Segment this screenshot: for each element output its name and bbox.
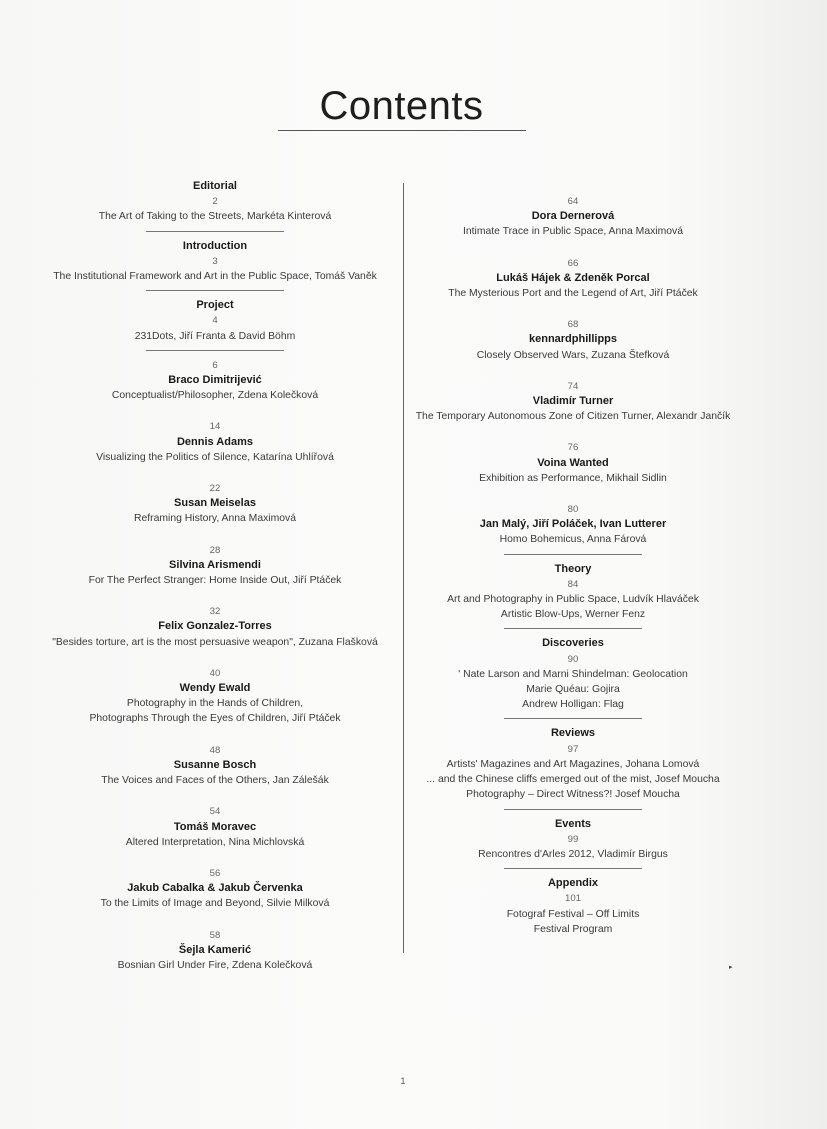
artist-name: Dennis Adams [176,435,253,448]
artist-name: Susanne Bosch [173,758,257,771]
page-number: 56 [209,867,221,879]
article-line: The Mysterious Port and the Legend of Art, Jiří Ptáček [448,288,698,300]
article-line: To the Limits of Image and Beyond, Silvie Milková [100,898,330,910]
page-number: 101 [564,893,581,905]
article-line: The Voices and Faces of the Others, Jan Zálešák [101,775,329,787]
toc-entry [408,876,738,937]
toc-entry [408,379,738,425]
entry-gap [28,527,402,543]
article-line: Marie Quéau: Gojira [526,684,620,696]
article-line: Photography in the Hands of Children, [126,698,304,710]
section-rule [504,554,642,555]
page-number: 80 [567,504,579,516]
page-number: 58 [209,929,221,941]
entry-gap [28,850,402,866]
toc-entry [408,256,738,302]
article-line: For The Perfect Stranger: Home Inside Out, Jiří Ptáček [88,575,342,587]
article-line: Closely Observed Wars, Zuzana Štefková [476,349,670,361]
section-heading: Events [554,817,592,830]
article-line: Intimate Trace in Public Space, Anna Maximová [462,226,684,238]
article-line: Visualizing the Politics of Silence, Katarína Uhlířová [96,451,334,463]
section-rule [504,628,642,629]
article-line: Fotograf Festival – Off Limits [506,908,640,920]
page-title: Contents [319,84,484,128]
entry-gap [28,465,402,481]
page-number: 74 [567,380,579,392]
entry-gap [408,301,738,317]
article-line: ' Nate Larson and Marni Shindelman: Geolocation [458,668,688,680]
article-line: Photographs Through the Eyes of Children, Jiří Ptáček [89,713,341,725]
column-divider [403,183,404,953]
page-number: 3 [212,255,218,267]
article-line: Conceptualist/Philosopher, Zdena Kolečková [111,390,319,402]
artist-name: Braco Dimitrijević [168,374,262,387]
page-number: 90 [567,653,579,665]
article-line: ... and the Chinese cliffs emerged out of the mist, Josef Moucha [426,774,720,786]
toc-entry [28,419,402,465]
artist-name: Jakub Cabalka & Jakub Červenka [127,882,303,895]
page-number: 99 [567,833,579,845]
article-line: The Institutional Framework and Art in the Public Space, Tomáš Vaněk [53,271,377,283]
article-line: Art and Photography in Public Space, Ludvík Hlaváček [447,594,699,606]
article-line: The Temporary Autonomous Zone of Citizen Turner, Alexandr Jančík [415,411,731,423]
article-line: Artistic Blow-Ups, Werner Fenz [500,609,646,621]
section-heading: Appendix [547,877,599,890]
section-rule [504,718,642,719]
article-line: Reframing History, Anna Maximová [133,513,297,525]
toc-entry [28,866,402,912]
section-heading: Theory [554,562,592,575]
footer-page-number: 1 [400,1076,406,1086]
page-number: 28 [209,544,221,556]
toc-entry [28,804,402,850]
article-line: Altered Interpretation, Nina Michlovská [125,836,305,848]
toc-entry [28,743,402,789]
left-column [28,179,402,973]
page-number: 6 [212,359,218,371]
toc-entry [408,817,738,863]
article-line: Exhibition as Performance, Mikhail Sidlin [479,472,667,484]
page-number: 22 [209,483,221,495]
section-rule [146,290,284,291]
entry-gap [28,912,402,928]
artist-name: Tomáš Moravec [173,820,257,833]
artist-name: Wendy Ewald [179,682,251,695]
toc-entry [28,604,402,650]
page-number: 48 [209,744,221,756]
toc-entry [28,298,402,344]
article-line: Festival Program [533,923,613,935]
page-number: 84 [567,578,579,590]
page-number: 97 [567,743,579,755]
article-line: Homo Bohemicus, Anna Fárová [499,534,647,546]
toc-entry [408,562,738,623]
page-number: 2 [212,196,218,208]
section-rule [146,350,284,351]
section-heading: Introduction [182,239,248,252]
toc-entry [28,666,402,727]
article-line: Bosnian Girl Under Fire, Zdena Kolečková [117,959,313,971]
page-number: 54 [209,806,221,818]
page-number: 68 [567,319,579,331]
entry-gap [28,403,402,419]
entry-gap [28,650,402,666]
article-line: Andrew Holligan: Flag [522,699,624,711]
article-line: The Art of Taking to the Streets, Markéta Kinterová [98,211,332,223]
right-column [408,194,738,937]
artist-name: Šejla Kamerić [178,943,252,956]
toc-entry [28,481,402,527]
entry-gap [408,363,738,379]
toc-entry [28,239,402,285]
stray-mark: ▸ [729,964,733,971]
section-heading: Reviews [550,727,596,740]
article-line: 231Dots, Jiří Franta & David Böhm [134,330,296,342]
entry-gap [28,588,402,604]
page-number: 40 [209,667,221,679]
page-number: 32 [209,606,221,618]
entry-gap [408,486,738,502]
toc-entry [408,636,738,712]
artist-name: Jan Malý, Jiří Poláček, Ivan Lutterer [479,518,667,531]
page-number: 66 [567,257,579,269]
artist-name: Silvina Arismendi [169,558,261,571]
artist-name: Susan Meiselas [174,497,256,510]
entry-gap [28,727,402,743]
section-heading: Project [196,299,234,312]
article-line: Artists' Magazines and Art Magazines, Johana Lomová [446,758,700,770]
article-line: Photography – Direct Witness?! Josef Moucha [466,789,680,801]
entry-gap [28,788,402,804]
toc-entry [408,502,738,548]
toc-entry [28,928,402,974]
article-line: Rencontres d'Arles 2012, Vladimír Birgus [478,848,668,860]
artist-name: Voina Wanted [537,456,609,469]
artist-name: Felix Gonzalez-Torres [158,620,272,633]
toc-entry [408,194,738,240]
entry-gap [408,424,738,440]
title-underline [278,130,526,131]
artist-name: Vladimír Turner [532,395,614,408]
section-rule [146,231,284,232]
toc-entry [408,726,738,802]
entry-gap [408,240,738,256]
toc-entry [408,317,738,363]
page-number: 4 [212,315,218,327]
artist-name: Dora Dernerová [531,210,615,223]
toc-entry [28,179,402,225]
section-rule [504,809,642,810]
page-number: 76 [567,442,579,454]
artist-name: kennardphillipps [528,333,617,346]
toc-entry [28,543,402,589]
section-heading: Editorial [192,180,237,192]
toc-entry [408,440,738,486]
page-number: 64 [567,196,579,207]
artist-name: Lukáš Hájek & Zdeněk Porcal [496,271,650,284]
section-rule [504,868,642,869]
section-heading: Discoveries [542,637,604,650]
page-number: 14 [209,421,221,433]
toc-entry [28,358,402,404]
article-line: "Besides torture, art is the most persuasive weapon", Zuzana Flašková [52,636,378,648]
